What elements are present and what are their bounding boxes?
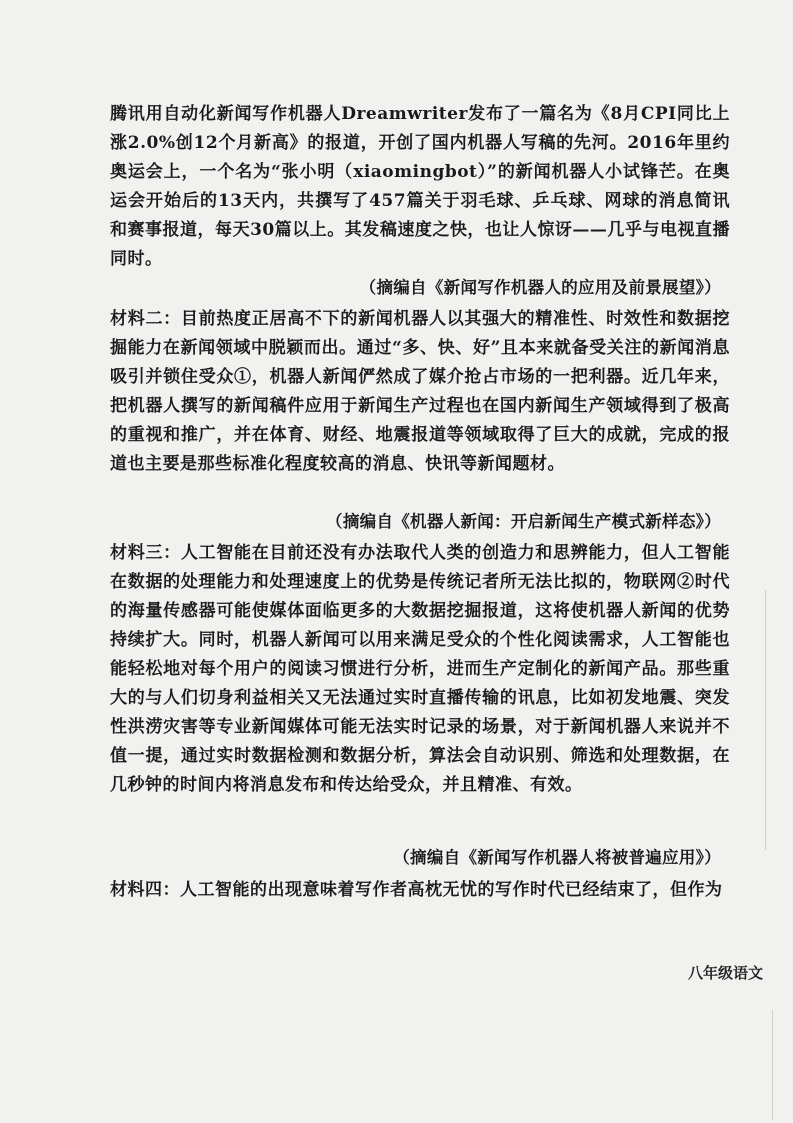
source-citation-one: （摘编自《新闻写作机器人的应用及前景展望》） — [359, 278, 721, 297]
scan-edge-line — [772, 1010, 773, 1120]
source-citation-two: （摘编自《机器人新闻：开启新闻生产模式新样态》） — [326, 512, 721, 531]
paragraph-material-four: 材料四：人工智能的出现意味着写作者高枕无忧的写作时代已经结束了，但作为 — [110, 880, 723, 900]
source-citation-three: （摘编自《新闻写作机器人将被普遍应用》） — [393, 848, 721, 867]
scan-edge-line — [765, 590, 766, 850]
paragraph-material-two: 材料二：目前热度正居高不下的新闻机器人以其强大的精准性、时效性和数据挖掘能力在新闻领域中脱颖而出。通过“多、快、好”且本来就备受关注的新闻消息吸引并锁住受众①，机器人新闻俨然成了媒介抢占市场的一把利器。近几年来，把机器人撰写的新闻稿件应用于新闻生产过程也在国内新闻生产领域得到了极高的重视和推广，并在体育、财经、地震报道等领域取得了巨大的成就，完成的报道也主要是那些标准化程度较高的消息、快讯等新闻题材。 — [110, 309, 730, 474]
paragraph-material-one: 腾讯用自动化新闻写作机器人Dreamwriter发布了一篇名为《8月CPI同比上涨2.0%创12个月新高》的报道，开创了国内机器人写稿的先河。2016年里约奥运会上，一个名为“张小明（xiaomingbot）”的新闻机器人小试锋芒。在奥运会开始后的13天内，共撰写了457篇关于羽毛球、乒乓球、网球的消息简讯和赛事报道，每天30篇以上。其发稿速度之快，也让人惊讶——几乎与电视直播同时。 — [110, 104, 730, 269]
paragraph-material-three: 材料三：人工智能在目前还没有办法取代人类的创造力和思辨能力，但人工智能在数据的处理能力和处理速度上的优势是传统记者所无法比拟的，物联网②时代的海量传感器可能使媒体面临更多的大数据挖掘报道，这将使机器人新闻的优势持续扩大。同时，机器人新闻可以用来满足受众的个性化阅读需求，人工智能也能轻松地对每个用户的阅读习惯进行分析，进而生产定制化的新闻产品。那些重大的与人们切身利益相关又无法通过实时直播传输的讯息，比如初发地震、突发性洪涝灾害等专业新闻媒体可能无法实时记录的场景，对于新闻机器人来说并不值一提，通过实时数据检测和数据分析，算法会自动识别、筛选和处理数据，在几秒钟的时间内将消息发布和传达给受众，并且精准、有效。 — [110, 543, 730, 795]
page-footer-label: 八年级语文 — [687, 964, 763, 982]
